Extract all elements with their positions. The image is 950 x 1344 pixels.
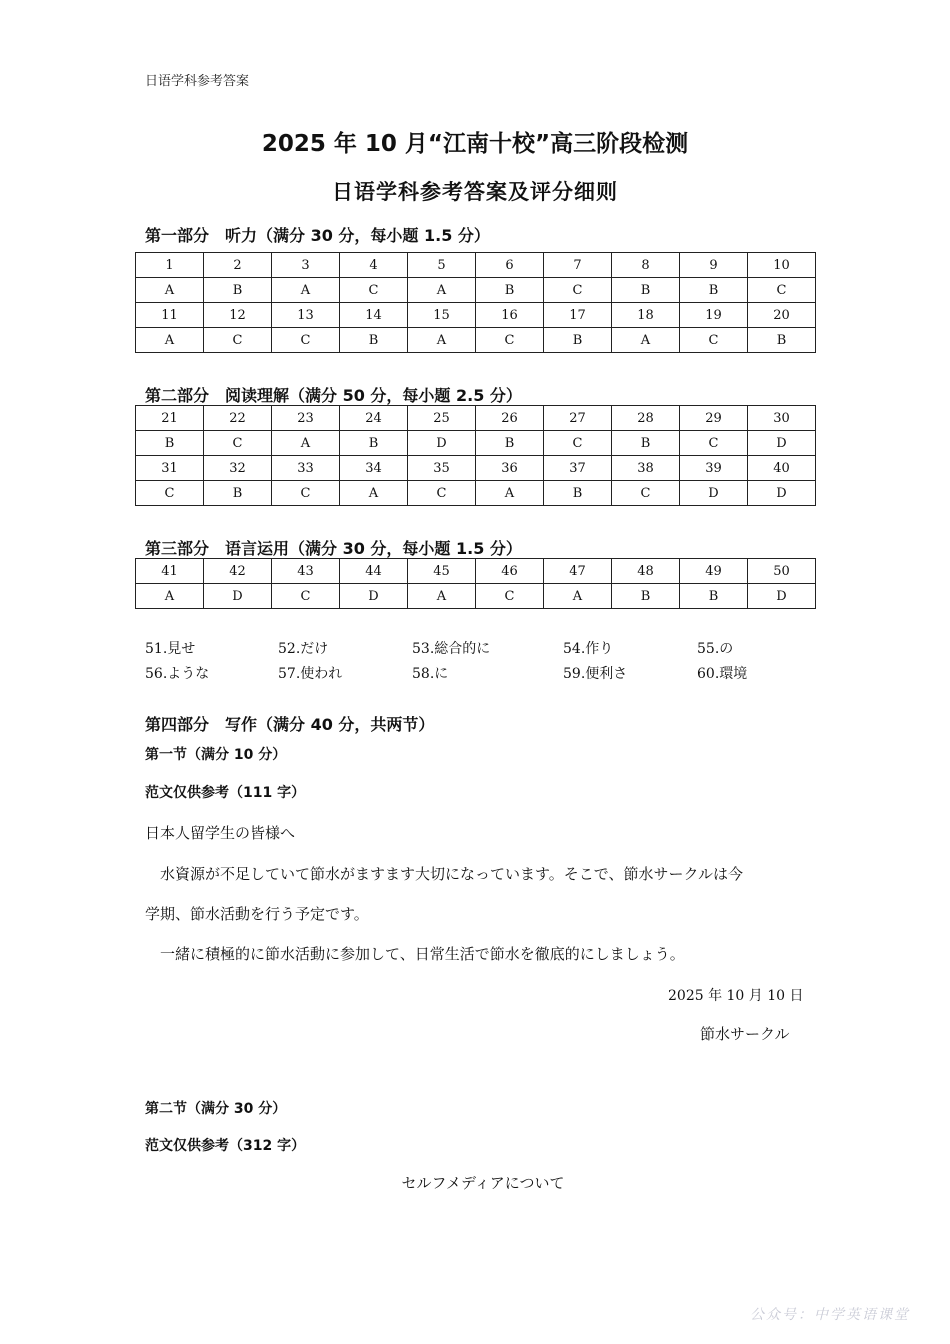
question-number-cell: 26 [476,406,544,431]
answer-cell: A [408,584,476,609]
question-number-cell: 29 [680,406,748,431]
question-number-cell: 43 [272,559,340,584]
question-number-cell: 35 [408,456,476,481]
answer-cell: D [204,584,272,609]
answer-row [136,481,816,506]
answer-cell: A [408,328,476,353]
answer-56: 56.ような [145,666,210,682]
question-number-cell: 31 [136,456,204,481]
question-number-row [136,303,816,328]
question-number-cell: 15 [408,303,476,328]
question-number-cell: 48 [612,559,680,584]
answer-cell: C [136,481,204,506]
question-number-cell: 11 [136,303,204,328]
answer-cell: C [204,431,272,456]
answer-cell: B [612,431,680,456]
answer-cell: B [340,431,408,456]
letter-para1-line1: 水資源が不足していて節水がますます大切になっています。そこで、節水サークルは今 [160,865,744,883]
answer-cell: A [612,328,680,353]
question-number-cell: 23 [272,406,340,431]
answer-row [136,328,816,353]
answer-cell: B [136,431,204,456]
letter-signature: 節水サークル [700,1025,790,1043]
answer-cell: C [272,584,340,609]
question-number-cell: 20 [748,303,816,328]
section2-sample-label: 范文仅供参考（312 字） [145,1138,306,1154]
question-number-cell: 9 [680,253,748,278]
answer-cell: C [544,278,612,303]
question-number-cell: 5 [408,253,476,278]
answer-cell: B [680,584,748,609]
answer-cell: B [748,328,816,353]
answer-54: 54.作り [563,641,614,657]
answer-53: 53.総合的に [412,641,491,657]
question-number-cell: 30 [748,406,816,431]
question-number-cell: 13 [272,303,340,328]
answer-cell: C [612,481,680,506]
question-number-cell: 28 [612,406,680,431]
question-number-cell: 46 [476,559,544,584]
answer-cell: A [272,431,340,456]
answer-row [136,278,816,303]
question-number-cell: 47 [544,559,612,584]
part3-heading: 第三部分 语言运用（满分 30 分，每小题 1.5 分） [145,539,522,558]
answer-cell: B [340,328,408,353]
letter-para2: 一緒に積極的に節水活動に参加して、日常生活で節水を徹底的にしましょう。 [160,945,685,963]
fill-in-answers [145,637,797,687]
answer-cell: A [136,584,204,609]
header-note: 日语学科参考答案 [145,74,250,89]
answer-52: 52.だけ [278,641,329,657]
question-number-cell: 18 [612,303,680,328]
question-number-row [136,406,816,431]
document-subtitle: 日语学科参考答案及评分细则 [332,180,618,204]
question-number-cell: 40 [748,456,816,481]
question-number-cell: 4 [340,253,408,278]
question-number-cell: 7 [544,253,612,278]
question-number-cell: 38 [612,456,680,481]
answer-cell: B [476,278,544,303]
question-number-cell: 6 [476,253,544,278]
answer-cell: B [680,278,748,303]
part1-answer-table [135,252,816,353]
answer-cell: D [748,431,816,456]
answer-55: 55.の [697,641,734,657]
answer-cell: B [612,584,680,609]
question-number-cell: 50 [748,559,816,584]
fill-row-2 [145,662,797,687]
question-number-cell: 10 [748,253,816,278]
answer-row [136,584,816,609]
question-number-cell: 34 [340,456,408,481]
answer-cell: C [408,481,476,506]
answer-cell: C [680,328,748,353]
answer-cell: D [340,584,408,609]
section2-heading: 第二节（满分 30 分） [145,1101,287,1117]
question-number-row [136,559,816,584]
answer-59: 59.便利さ [563,666,628,682]
part1-heading: 第一部分 听力（满分 30 分，每小题 1.5 分） [145,226,490,245]
question-number-cell: 22 [204,406,272,431]
question-number-cell: 12 [204,303,272,328]
answer-cell: C [340,278,408,303]
answer-cell: B [204,278,272,303]
document-title: 2025 年 10 月“江南十校”高三阶段检测 [261,131,689,157]
question-number-cell: 32 [204,456,272,481]
question-number-cell: 37 [544,456,612,481]
answer-cell: A [272,278,340,303]
question-number-cell: 33 [272,456,340,481]
answer-cell: A [340,481,408,506]
answer-cell: D [748,481,816,506]
answer-cell: C [204,328,272,353]
answer-cell: C [272,328,340,353]
answer-51: 51.見せ [145,641,196,657]
answer-cell: C [544,431,612,456]
answer-cell: A [544,584,612,609]
answer-cell: D [408,431,476,456]
watermark: 公众号：中学英语课堂 [750,1307,910,1323]
answer-cell: A [136,328,204,353]
question-number-row [136,253,816,278]
part3-answer-table [135,558,816,609]
question-number-cell: 42 [204,559,272,584]
essay-title: セルフメディアについて [401,1174,565,1192]
question-number-cell: 17 [544,303,612,328]
question-number-cell: 27 [544,406,612,431]
answer-cell: C [476,584,544,609]
section1-sample-label: 范文仅供参考（111 字） [145,785,306,801]
letter-date: 2025 年 10 月 10 日 [668,988,804,1004]
answer-cell: B [204,481,272,506]
part2-heading: 第二部分 阅读理解（满分 50 分，每小题 2.5 分） [145,386,522,405]
question-number-cell: 24 [340,406,408,431]
answer-cell: D [680,481,748,506]
answer-cell: C [680,431,748,456]
answer-cell: A [476,481,544,506]
question-number-cell: 19 [680,303,748,328]
answer-cell: B [612,278,680,303]
question-number-cell: 25 [408,406,476,431]
answer-cell: C [272,481,340,506]
section1-heading: 第一节（满分 10 分） [145,747,287,763]
answer-58: 58.に [412,666,449,682]
part2-answer-table [135,405,816,506]
answer-57: 57.使われ [278,666,343,682]
question-number-cell: 45 [408,559,476,584]
answer-row [136,431,816,456]
question-number-cell: 39 [680,456,748,481]
answer-cell: D [748,584,816,609]
answer-cell: C [748,278,816,303]
question-number-cell: 21 [136,406,204,431]
question-number-cell: 3 [272,253,340,278]
answer-cell: B [544,328,612,353]
letter-para1-line2: 学期、節水活動を行う予定です。 [145,905,369,923]
fill-row-1 [145,637,797,662]
question-number-cell: 44 [340,559,408,584]
question-number-cell: 8 [612,253,680,278]
part4-heading: 第四部分 写作（满分 40 分，共两节） [145,715,435,734]
question-number-cell: 41 [136,559,204,584]
answer-cell: C [476,328,544,353]
answer-cell: B [544,481,612,506]
answer-cell: B [476,431,544,456]
question-number-cell: 16 [476,303,544,328]
question-number-cell: 49 [680,559,748,584]
answer-cell: A [408,278,476,303]
answer-cell: A [136,278,204,303]
question-number-cell: 1 [136,253,204,278]
answer-60: 60.環境 [697,666,748,682]
letter-salutation: 日本人留学生の皆様へ [145,824,296,842]
question-number-row [136,456,816,481]
question-number-cell: 14 [340,303,408,328]
question-number-cell: 2 [204,253,272,278]
question-number-cell: 36 [476,456,544,481]
